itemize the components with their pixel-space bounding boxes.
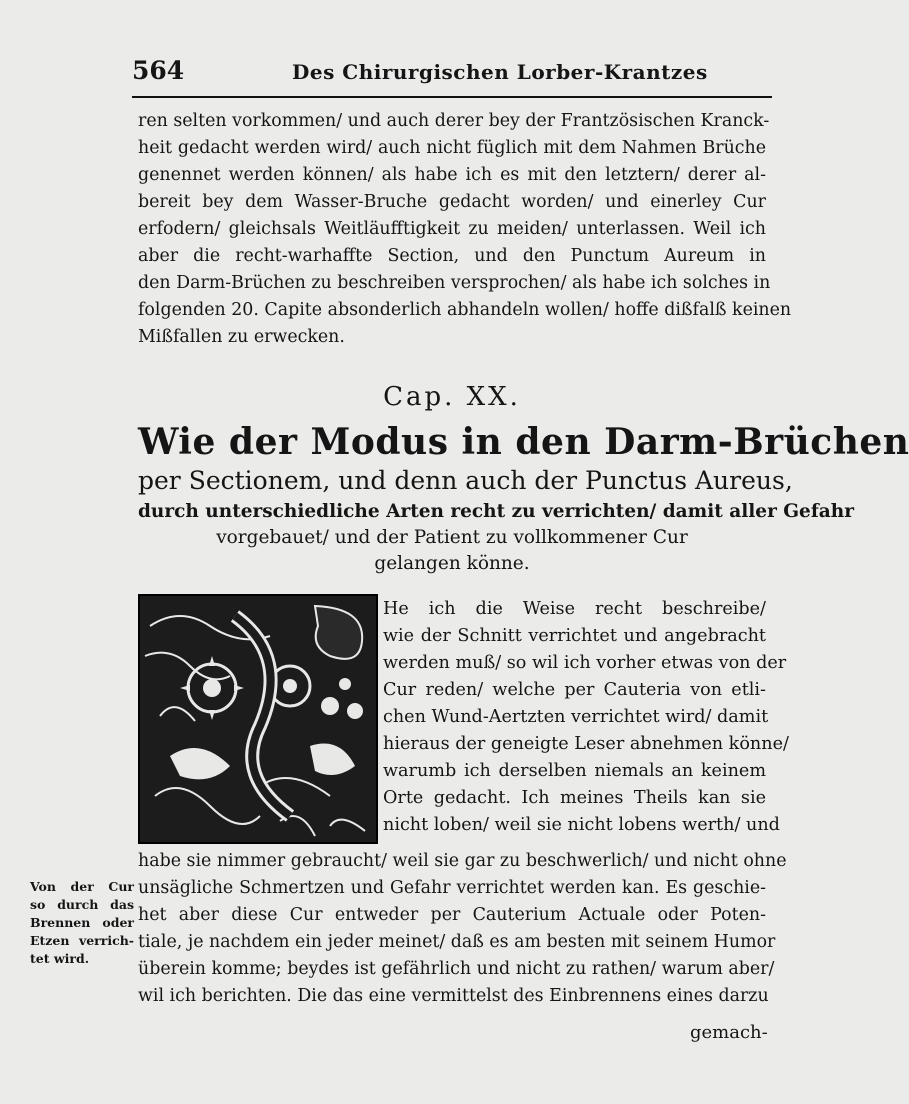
text-line: erfodern/ gleichsals Weitläufftigkeit zu meiden/ unterlassen. Weil ich [138,219,766,239]
margin-note-line: Etzen verrich- [30,933,134,948]
text-line: wil ich berichten. Die das eine vermittelst des Einbrennens eines darzu [138,986,769,1006]
margin-note-line: so durch das [30,897,134,912]
text-line: Cur reden/ welche per Cauteria von etli- [383,680,766,700]
first-paragraph-beside-initial [383,596,789,839]
text-line: nicht loben/ weil sie nicht lobens werth/ und [383,815,780,835]
text-line: aber die recht-warhaffte Section, und den Punctum Aureum in [138,246,766,266]
text-line: folgenden 20. Capite absonderlich abhandeln wollen/ hoffe dißfalß keinen [138,300,792,320]
chapter-title-line: per Sectionem, und denn auch der Punctus Aureus, [138,466,793,495]
text-line: wie der Schnitt verrichtet und angebracht [383,626,766,646]
text-line: Mißfallen zu erwecken. [138,327,345,347]
margin-note-line: Von der Cur [30,879,134,894]
text-line: ren selten vorkommen/ und auch derer bey der Frantzösischen Kranck- [138,111,770,131]
ornamental-woodcut-initial-icon [138,594,378,844]
chapter-title-line: durch unterschiedliche Arten recht zu verrichten/ damit aller Gefahr [138,501,854,522]
text-line: heit gedacht werden wird/ auch nicht füglich mit dem Nahmen Brüche [138,138,766,158]
text-line: chen Wund-Aertzten verrichtet wird/ damit [383,707,769,727]
text-line: unsägliche Schmertzen und Gefahr verrichtet werden kan. Es geschie- [138,878,766,898]
chapter-title [138,420,909,577]
text-line: den Darm-Brüchen zu beschreiben versprochen/ als habe ich solches in [138,273,771,293]
text-line: tiale, je nachdem ein jeder meinet/ daß es am besten mit seinem Humor [138,932,776,952]
header-rule [132,96,772,98]
margin-note-line: Brennen oder [30,915,134,930]
woodcut-initial-drawing [140,596,376,842]
text-line: habe sie nimmer gebraucht/ weil sie gar zu beschwerlich/ und nicht ohne [138,851,787,871]
text-line: hieraus der geneigte Leser abnehmen könne/ [383,734,789,754]
text-line: genennet werden können/ als habe ich es mit den letztern/ derer al- [138,165,766,185]
text-line: Orte gedacht. Ich meines Theils kan sie [383,788,766,808]
margin-note-line: tet wird. [30,951,90,966]
chapter-title-line: vorgebauet/ und der Patient zu vollkommener Cur [216,527,688,548]
chapter-title-line: gelangen könne. [374,553,530,574]
text-line: He ich die Weise recht beschreibe/ [383,599,766,619]
body-paragraph [138,848,787,1010]
page-header [132,56,772,96]
text-line: warumb ich derselben niemals an keinem [383,761,766,781]
text-line: het aber diese Cur entweder per Cauterium Actuale oder Poten- [138,905,766,925]
intro-paragraph [138,108,792,351]
text-line: bereit bey dem Wasser-Bruche gedacht worden/ und einerley Cur [138,192,766,212]
catchword: gemach- [690,1022,768,1043]
page-number: 564 [132,56,185,85]
chapter-title-line: Wie der Modus in den Darm-Brüchen [138,421,909,463]
chapter-number: Cap. XX. [383,382,521,412]
text-line: werden muß/ so wil ich vorher etwas von der [383,653,787,673]
margin-note [30,878,134,968]
text-line: überein komme; beydes ist gefährlich und nicht zu rathen/ warum aber/ [138,959,775,979]
running-title: Des Chirurgischen Lorber-Krantzes [292,60,708,84]
